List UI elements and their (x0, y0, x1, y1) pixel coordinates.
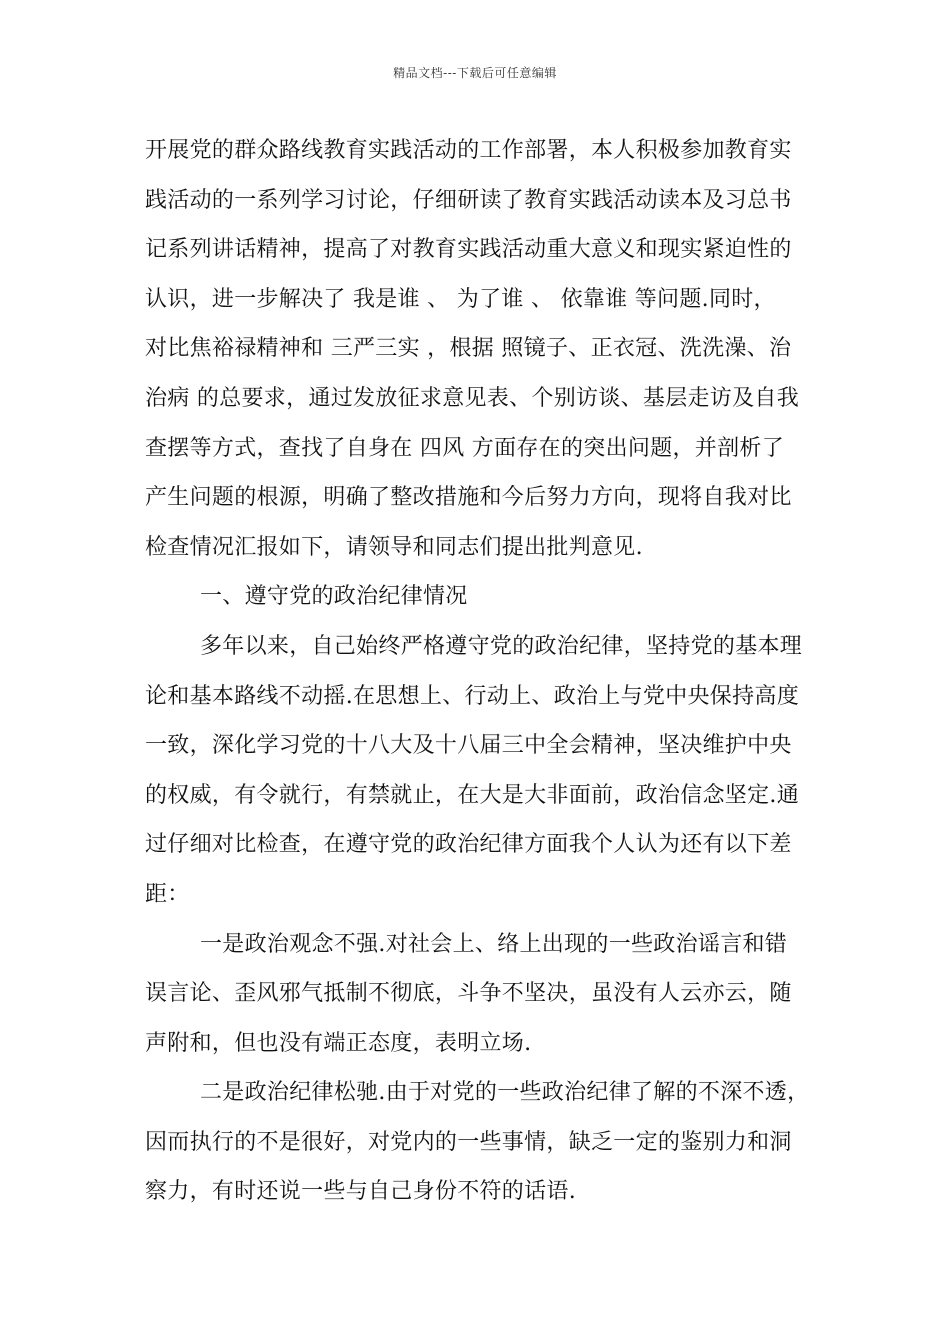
text-line: 查摆等方式，查找了自身在 四风 方面存在的突出问题，并剖析了 (145, 435, 784, 461)
paragraph-first-line: 二是政治纪律松驰.由于对党的一些政治纪律了解的不深不透， (200, 1080, 810, 1106)
text-line: 一致，深化学习党的十八大及十八届三中全会精神，坚决维护中央 (145, 733, 792, 759)
text-line: 认识，进一步解决了 我是谁 、 为了谁 、 依靠谁 等问题.同时， (145, 286, 776, 312)
text-line: 开展党的群众路线教育实践活动的工作部署，本人积极参加教育实 (145, 138, 792, 163)
text-line: 过仔细对比检查，在遵守党的政治纪律方面我个人认为还有以下差 (145, 832, 792, 858)
text-line: 检查情况汇报如下，请领导和同志们提出批判意见. (145, 534, 643, 560)
text-line: 论和基本路线不动摇.在思想上、行动上、政治上与党中央保持高度 (145, 683, 799, 709)
section-heading: 一、遵守党的政治纪律情况 (200, 584, 468, 610)
paragraph-first-line: 多年以来，自己始终严格遵守党的政治纪律，坚持党的基本理 (200, 633, 803, 659)
text-line: 声附和，但也没有端正态度，表明立场. (145, 1030, 532, 1056)
text-line: 的权威，有令就行，有禁就止，在大是大非面前，政治信念坚定.通 (145, 782, 799, 808)
text-line: 察力，有时还说一些与自己身份不符的话语. (145, 1179, 576, 1205)
text-line: 因而执行的不是很好，对党内的一些事情，缺乏一定的鉴别力和洞 (145, 1129, 792, 1155)
text-line: 践活动的一系列学习讨论，仔细研读了教育实践活动读本及习总书 (145, 187, 792, 213)
text-line: 产生问题的根源，明确了整改措施和今后努力方向，现将自我对比 (145, 485, 792, 511)
text-line: 治病 的总要求，通过发放征求意见表、个别访谈、基层走访及自我 (145, 385, 799, 411)
page-header: 精品文档---下载后可任意编辑 (393, 66, 557, 80)
text-line: 距： (145, 881, 190, 907)
document-body (145, 126, 810, 1217)
text-line: 记系列讲话精神，提高了对教育实践活动重大意义和现实紧迫性的 (145, 237, 792, 263)
text-line: 误言论、歪风邪气抵制不彻底，斗争不坚决，虽没有人云亦云，随 (145, 981, 792, 1007)
text-line: 对比焦裕禄精神和 三严三实 ，根据 照镜子、正衣冠、洗洗澡、治 (145, 336, 792, 362)
paragraph-first-line: 一是政治观念不强.对社会上、络上出现的一些政治谣言和错 (200, 931, 788, 957)
